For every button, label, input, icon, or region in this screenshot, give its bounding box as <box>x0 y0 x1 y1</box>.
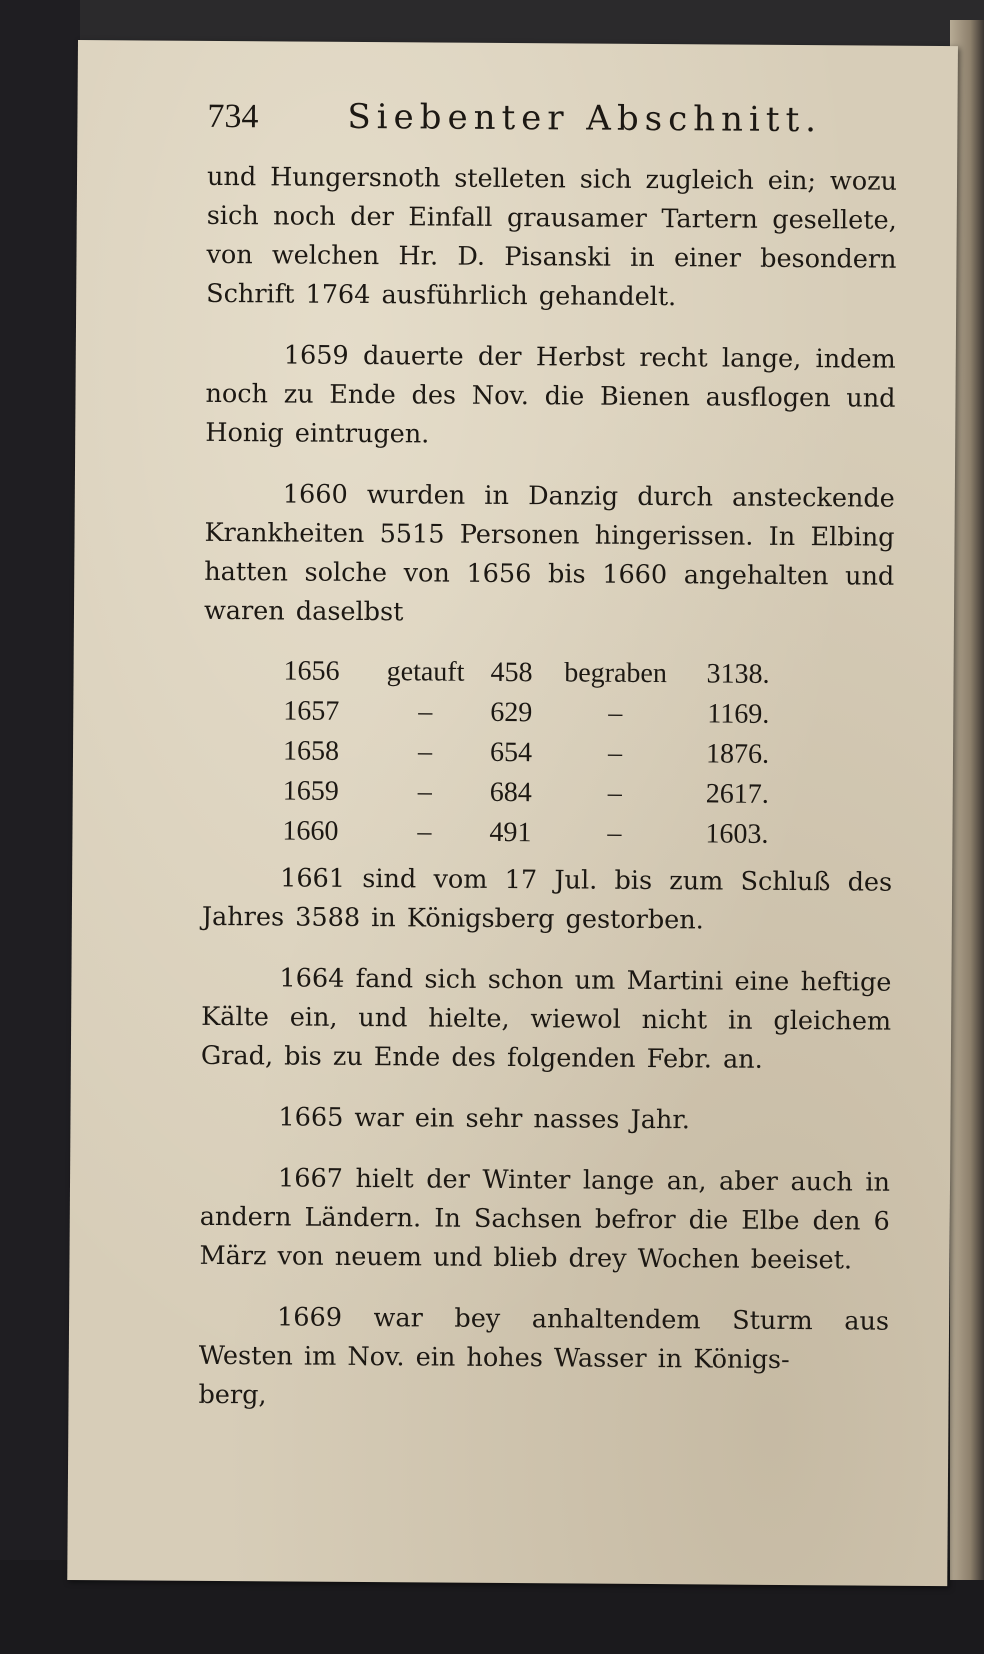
table-ditto: – <box>607 737 623 769</box>
paragraph-hungersnoth: und Hungersnoth stelleten sich zugleich ein; wozu sich noch der Einfall grausamer Tartern gesellete, von welchen Hr. D. Pisanski in einer besondern Schrift 1764 ausführlich gehandelt. <box>206 161 898 313</box>
paragraph-1667: 1667 hielt der Winter lange an, aber auch in andern Ländern. In Sachsen befror die Elbe den 6 März von neuem und blieb drey Wochen beeiset. <box>199 1163 891 1276</box>
table-ditto: – <box>608 697 623 729</box>
table-ditto: – <box>417 776 432 808</box>
paragraph-1659: 1659 dauerte der Herbst recht lange, indem noch zu Ende des Nov. die Bienen ausflogen und Honig eintrugen. <box>205 340 896 450</box>
page-text <box>198 96 897 1420</box>
table-year: 1656 <box>283 655 340 687</box>
table-ditto: – <box>417 816 432 848</box>
table-ditto: – <box>607 777 622 809</box>
table-ditto: – <box>607 817 622 849</box>
paragraph-1660: 1660 wurden in Danzig durch ansteckende Krankheiten 5515 Personen hingerissen. In Elbing hatten solche von 1656 bis 1660 angehalten und waren daselbst <box>203 479 895 628</box>
table-buried: 3138. <box>706 658 770 690</box>
table-baptized: 458 <box>490 656 533 689</box>
table-buried: 1603. <box>705 818 769 850</box>
table-ditto: – <box>418 696 433 728</box>
running-head: Siebenter Abschnitt. <box>347 96 823 141</box>
page-number: 734 <box>207 97 259 136</box>
table-baptized: 654 <box>489 736 533 769</box>
paragraph-1661: 1661 sind vom 17 Jul. bis zum Schluß des Jahres 3588 in Königsberg gestorben. <box>201 863 893 936</box>
table-row <box>283 731 893 775</box>
table-baptized: 629 <box>490 696 533 729</box>
table-year: 1660 <box>282 815 339 847</box>
table-label-getauft: getauft <box>386 656 465 688</box>
paragraph-1669: 1669 war bey anhaltendem Sturm aus Westen im Nov. ein hohes Wasser in Königs- <box>198 1302 890 1376</box>
page-header <box>207 96 897 163</box>
table-ditto: – <box>417 736 433 768</box>
table-baptized: 491 <box>489 816 532 849</box>
table-baptized: 684 <box>489 776 532 809</box>
table-row <box>283 691 893 735</box>
table-row <box>282 811 892 855</box>
table-buried: 1169. <box>707 698 770 730</box>
paragraph-1664: 1664 fand sich schon um Martini eine heftige Kälte ein, und hielte, wiewol nicht in gleichem Grad, bis zu Ende des folgenden Febr. an. <box>200 963 892 1075</box>
paragraph-1665: 1665 war ein sehr nasses Jahr. <box>278 1102 690 1136</box>
table-buried: 2617. <box>705 778 769 810</box>
table-buried: 1876. <box>705 738 770 770</box>
book-page <box>67 40 958 1586</box>
elbing-table <box>282 651 893 855</box>
catchword: berg, <box>198 1379 267 1411</box>
table-label-begraben: begraben <box>564 657 667 690</box>
table-year: 1657 <box>283 695 340 727</box>
table-row <box>283 651 893 695</box>
table-year: 1658 <box>282 735 340 767</box>
table-row <box>283 771 893 815</box>
table-year: 1659 <box>282 775 339 807</box>
